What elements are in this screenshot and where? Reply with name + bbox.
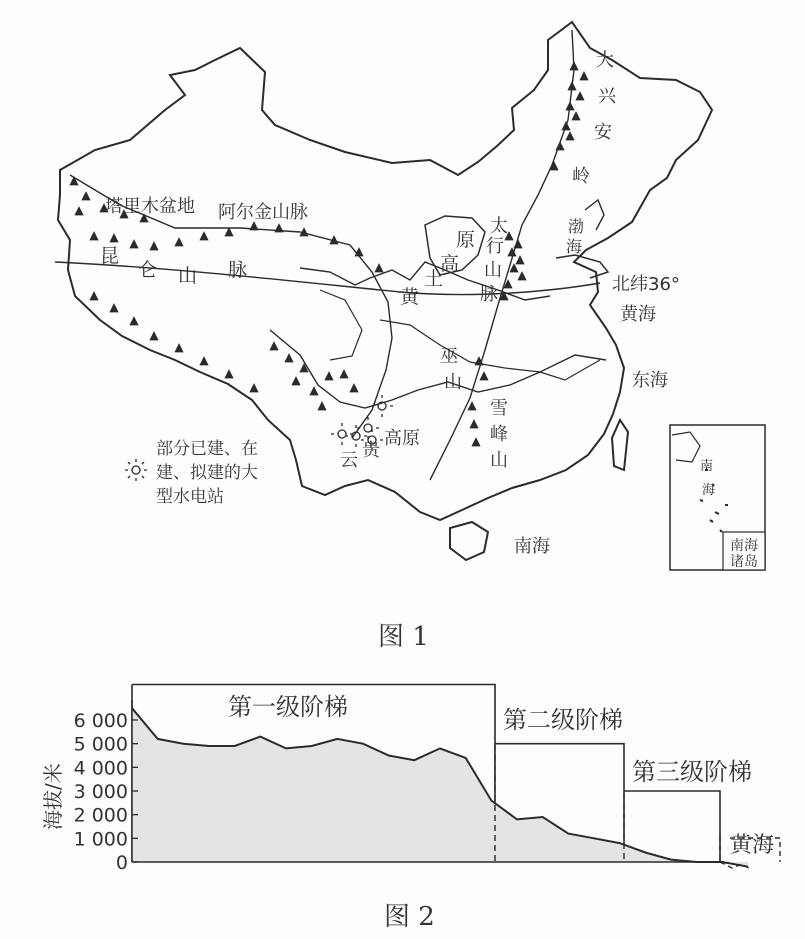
y-tick-label: 0	[115, 852, 128, 874]
inset-south-sea-2: 海	[702, 483, 716, 498]
y-tick-label: 5 000	[73, 733, 128, 756]
label-kunlun-4: 脉	[228, 259, 248, 281]
inset-south-sea-1: 南	[700, 459, 714, 474]
label-loess-2: 高	[440, 253, 460, 275]
label-altun-mountains: 阿尔金山脉	[218, 202, 308, 223]
figure2-caption: 图 2	[384, 902, 435, 932]
y-tick-label: 6 000	[73, 710, 128, 732]
legend-hydro-3: 型水电站	[156, 487, 224, 507]
label-taihang-2: 行	[486, 236, 504, 257]
y-tick-label: 1 000	[73, 828, 128, 851]
hydro-station-icon	[125, 459, 147, 481]
ylabel: 海拔/米	[41, 763, 65, 830]
figure1-caption: 图 1	[378, 622, 429, 652]
label-south-sea: 南海	[514, 536, 550, 557]
label-east-sea: 东海	[632, 370, 668, 391]
label-lat36: 北纬36°	[612, 274, 680, 295]
label-xuefeng-3: 山	[490, 450, 508, 471]
label-loess-3: 土	[424, 268, 444, 290]
label-yungui-3: 高原	[384, 428, 420, 449]
label-daxinganling-2: 兴	[598, 86, 616, 107]
label-taihang-4: 脉	[480, 284, 498, 305]
label-wushan-1: 巫	[440, 346, 458, 367]
label-bohai-2: 海	[566, 237, 583, 256]
label-loess-1: 原	[456, 229, 476, 251]
mountain-symbols	[70, 62, 588, 446]
y-tick-label: 4 000	[73, 757, 128, 780]
y-tick-label: 3 000	[73, 781, 128, 803]
label-kunlun-2: 仑	[138, 259, 158, 281]
latitude-36-line	[55, 262, 600, 295]
step-label-2: 第二级阶梯	[503, 706, 623, 734]
label-kunlun-3: 山	[178, 265, 198, 287]
y-tick-label: 2 000	[73, 804, 128, 827]
sea-label: 黄海	[730, 833, 775, 858]
label-huang: 黄	[400, 286, 420, 308]
label-tarim-basin: 塔里木盆地	[105, 196, 195, 217]
profile-chart	[41, 685, 780, 875]
mountain-icon	[90, 292, 258, 392]
y-ticks	[74, 710, 138, 874]
legend-hydro-2: 建、拟建的大	[156, 463, 258, 483]
inset-islands-2: 诸岛	[730, 554, 758, 570]
label-xuefeng-1: 雪	[490, 398, 508, 419]
step-label-3: 第三级阶梯	[632, 758, 752, 786]
label-xuefeng-2: 峰	[490, 424, 508, 445]
label-wushan-2: 山	[444, 372, 462, 393]
label-taihang-3: 山	[484, 260, 502, 281]
label-kunlun-1: 昆	[100, 245, 120, 267]
mountain-icon	[270, 342, 358, 410]
label-bohai-1: 渤	[568, 217, 585, 236]
label-yellow-sea: 黄海	[620, 304, 656, 325]
label-yungui-1: 云	[340, 450, 358, 471]
label-yungui-2: 贵	[362, 440, 380, 461]
inset-islands-1: 南海	[730, 538, 758, 554]
label-daxinganling-1: 大	[596, 50, 614, 71]
label-taihang-1: 太	[490, 216, 508, 237]
label-daxinganling-3: 安	[594, 122, 612, 143]
hydro-station-icon	[331, 423, 353, 445]
step-label-1: 第一级阶梯	[228, 693, 348, 721]
label-daxinganling-4: 岭	[572, 166, 590, 187]
step-boundaries	[55, 30, 600, 480]
legend-hydro-1: 部分已建、在	[156, 439, 258, 459]
terrain-profile-area	[132, 708, 748, 867]
hydro-station-icon	[371, 395, 393, 417]
